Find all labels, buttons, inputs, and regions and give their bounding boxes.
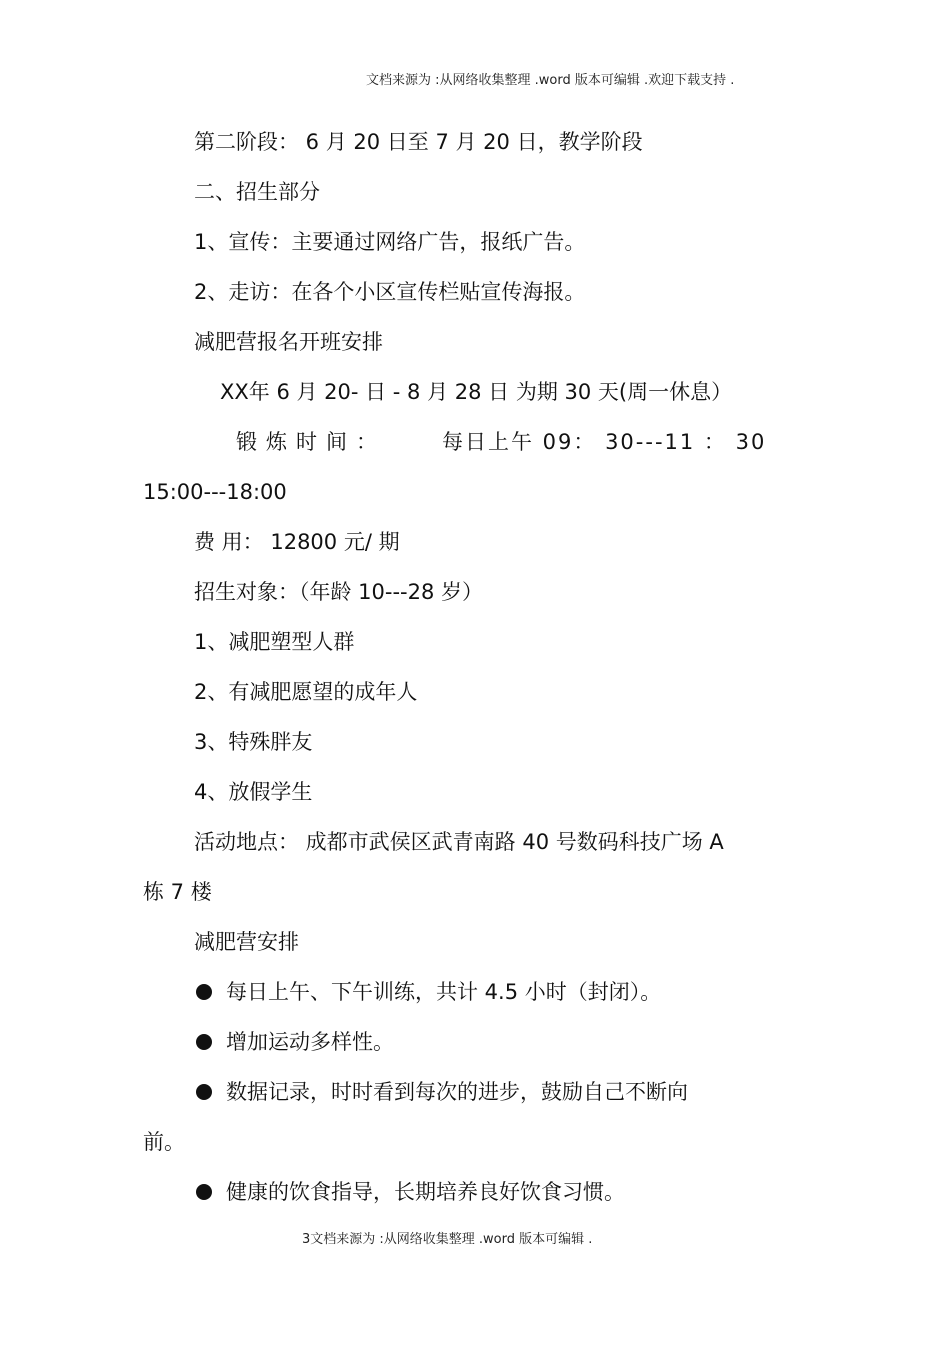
location-line: 活动地点： 成都市武侯区武青南路 40 号数码科技广场 A bbox=[194, 830, 724, 854]
training-time-value: 每日上午 09： 30---11 ： 30 bbox=[442, 430, 767, 454]
training-time-afternoon: 15:00---18:00 bbox=[143, 480, 287, 504]
bullet-text: 数据记录，时时看到每次的进步，鼓励自己不断向 bbox=[226, 1080, 688, 1104]
bullet-item bbox=[196, 978, 661, 1006]
bullet-item bbox=[196, 1178, 625, 1206]
recruit-item: 2、走访：在各个小区宣传栏贴宣传海报。 bbox=[194, 280, 586, 304]
recruit-item: 1、宣传：主要通过网络广告，报纸广告。 bbox=[194, 230, 586, 254]
bullet-item-continued: 前。 bbox=[143, 1130, 185, 1154]
target-item: 3、特殊胖友 bbox=[194, 730, 313, 754]
target-item: 2、有减肥愿望的成年人 bbox=[194, 680, 418, 704]
location-line-continued: 栋 7 楼 bbox=[143, 880, 212, 904]
bullet-text: 每日上午、下午训练，共计 4.5 小时（封闭）。 bbox=[226, 980, 662, 1004]
bullet-icon bbox=[196, 984, 212, 1000]
stage-two-line: 第二阶段： 6 月 20 日至 7 月 20 日，教学阶段 bbox=[194, 130, 643, 154]
page-footer: 3文档来源为 :从网络收集整理 .word 版本可编辑 . bbox=[302, 1232, 593, 1247]
bullet-icon bbox=[196, 1034, 212, 1050]
bullet-icon bbox=[196, 1184, 212, 1200]
bullet-item bbox=[196, 1028, 394, 1056]
target-item: 1、减肥塑型人群 bbox=[194, 630, 355, 654]
bullet-item bbox=[196, 1078, 688, 1106]
bullet-text: 健康的饮食指导，长期培养良好饮食习惯。 bbox=[226, 1180, 625, 1204]
fee-line: 费 用： 12800 元/ 期 bbox=[194, 530, 400, 554]
page-header: 文档来源为 :从网络收集整理 .word 版本可编辑 .欢迎下载支持 . bbox=[366, 73, 735, 88]
target-item: 4、放假学生 bbox=[194, 780, 313, 804]
target-line: 招生对象：（年龄 10---28 岁） bbox=[194, 580, 484, 604]
bullet-text: 增加运动多样性。 bbox=[226, 1030, 394, 1054]
period-line: XX年 6 月 20- 日 - 8 月 28 日 为期 30 天(周一休息） bbox=[220, 380, 733, 404]
section-heading: 二、招生部分 bbox=[194, 180, 320, 204]
arrangement-heading: 减肥营安排 bbox=[194, 930, 299, 954]
training-time-label: 锻炼时间： bbox=[236, 430, 386, 454]
bullet-icon bbox=[196, 1084, 212, 1100]
schedule-heading: 减肥营报名开班安排 bbox=[194, 330, 383, 354]
